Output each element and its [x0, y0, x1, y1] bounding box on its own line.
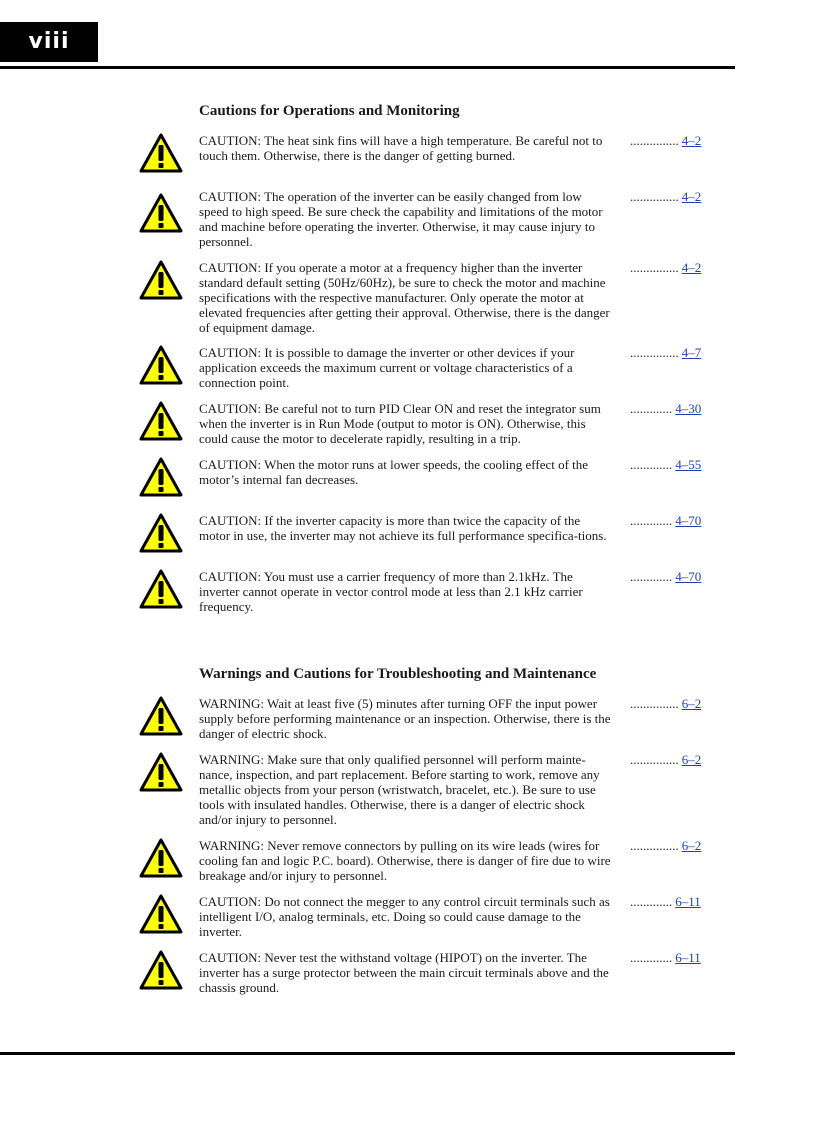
page-reference — [630, 838, 710, 853]
page-reference — [630, 457, 710, 472]
page-reference — [630, 752, 710, 767]
dot-leader: ............. — [630, 950, 673, 965]
page-ref-link[interactable]: 4–2 — [681, 260, 702, 275]
page-reference — [630, 133, 710, 148]
caution-text: CAUTION: The operation of the inverter can be easily changed from low speed to high speed. Be sure check the capability and limitations of the motor and machine before operating the inverter. Otherwise, it may cause injury to personnel. — [199, 189, 603, 249]
dot-leader: ............... — [630, 260, 679, 275]
dot-leader: ............. — [630, 894, 673, 909]
page-reference — [630, 950, 710, 965]
page-ref-link[interactable]: 4–70 — [675, 569, 702, 584]
warning-triangle-icon — [139, 457, 183, 497]
warning-triangle-icon — [139, 193, 183, 233]
bottom-divider — [0, 1052, 735, 1055]
dot-leader: ............... — [630, 189, 679, 204]
page-ref-link[interactable]: 4–30 — [675, 401, 702, 416]
page-reference — [630, 345, 710, 360]
page-ref-link[interactable]: 4–2 — [681, 189, 702, 204]
dot-leader: ............... — [630, 752, 679, 767]
page-ref-link[interactable]: 4–70 — [675, 513, 702, 528]
dot-leader: ............. — [630, 513, 673, 528]
dot-leader: ............. — [630, 569, 673, 584]
caution-text: CAUTION: If you operate a motor at a frequency higher than the inverter standard default setting (50Hz/60Hz), be sure to check the motor and machine specifications with the respective manufacturer. Only operate the motor at elevated frequencies after getting their approval. Otherwise, there is the danger of equipment damage. — [199, 260, 610, 335]
page-reference — [630, 894, 710, 909]
page-reference — [630, 569, 710, 584]
top-divider — [0, 66, 735, 69]
page-reference — [630, 696, 710, 711]
warning-text: WARNING: Never remove connectors by pulling on its wire leads (wires for cooling fan and logic P.C. board). Otherwise, there is danger of fire due to wire breakage and/or injury to personnel. — [199, 838, 611, 883]
warning-text: WARNING: Wait at least five (5) minutes after turning OFF the input power supply before performing maintenance or an inspection. Otherwise, there is the danger of electric shock. — [199, 696, 611, 741]
page-ref-link[interactable]: 4–2 — [681, 133, 702, 148]
warning-triangle-icon — [139, 513, 183, 553]
dot-leader: ............... — [630, 838, 679, 853]
page-reference — [630, 513, 710, 528]
dot-leader: ............... — [630, 696, 679, 711]
warning-text: WARNING: Make sure that only qualified personnel will perform mainte-nance, inspection, and part replacement. Before starting to work, remove any metallic objects from your person (wristwatch, bracelet, etc.). Be sure to use tools with insulated handles. Otherwise, there is a danger of electric shock and/or injury to personnel. — [199, 752, 600, 827]
page-ref-link[interactable]: 4–7 — [681, 345, 702, 360]
dot-leader: ............. — [630, 457, 673, 472]
dot-leader: ............... — [630, 345, 679, 360]
caution-text: CAUTION: Do not connect the megger to any control circuit terminals such as intelligent I/O, analog terminals, etc. Doing so could cause damage to the inverter. — [199, 894, 610, 939]
caution-text: CAUTION: The heat sink fins will have a high temperature. Be careful not to touch them. Otherwise, there is the danger of getting burned. — [199, 133, 603, 163]
page-ref-link[interactable]: 4–55 — [675, 457, 702, 472]
dot-leader: ............... — [630, 133, 679, 148]
page-ref-link[interactable]: 6–11 — [675, 894, 701, 909]
caution-text: CAUTION: You must use a carrier frequency of more than 2.1kHz. The inverter cannot operate in vector control mode at less than 2.1 kHz carrier frequency. — [199, 569, 583, 614]
warning-triangle-icon — [139, 345, 183, 385]
dot-leader: ............. — [630, 401, 673, 416]
caution-text: CAUTION: If the inverter capacity is more than twice the capacity of the motor in use, the inverter may not achieve its full performance specifica-tions. — [199, 513, 607, 543]
caution-text: CAUTION: When the motor runs at lower speeds, the cooling effect of the motor’s internal fan decreases. — [199, 457, 589, 487]
page-reference — [630, 260, 710, 275]
page-ref-link[interactable]: 6–2 — [681, 696, 702, 711]
section-title-operations: Cautions for Operations and Monitoring — [199, 103, 460, 119]
warning-triangle-icon — [139, 133, 183, 173]
caution-text: CAUTION: Never test the withstand voltage (HIPOT) on the inverter. The inverter has a surge protector between the main circuit terminals above and the chassis ground. — [199, 950, 609, 995]
warning-triangle-icon — [139, 752, 183, 792]
caution-text: CAUTION: It is possible to damage the inverter or other devices if your application exceeds the maximum current or voltage characteristics of a connection point. — [199, 345, 575, 390]
warning-triangle-icon — [139, 894, 183, 934]
page-reference — [630, 189, 710, 204]
caution-text: CAUTION: Be careful not to turn PID Clear ON and reset the integrator sum when the inverter is in Run Mode (output to motor is ON). Otherwise, this could cause the motor to decelerate rapidly, resulting in a trip. — [199, 401, 601, 446]
warning-triangle-icon — [139, 838, 183, 878]
page-ref-link[interactable]: 6–2 — [681, 838, 702, 853]
warning-triangle-icon — [139, 569, 183, 609]
warning-triangle-icon — [139, 260, 183, 300]
section-title-maintenance: Warnings and Cautions for Troubleshooting and Maintenance — [199, 666, 597, 682]
page-reference — [630, 401, 710, 416]
warning-triangle-icon — [139, 401, 183, 441]
page-number-tab: viii — [0, 22, 98, 62]
warning-triangle-icon — [139, 696, 183, 736]
page-ref-link[interactable]: 6–2 — [681, 752, 702, 767]
warning-triangle-icon — [139, 950, 183, 990]
page-ref-link[interactable]: 6–11 — [675, 950, 701, 965]
